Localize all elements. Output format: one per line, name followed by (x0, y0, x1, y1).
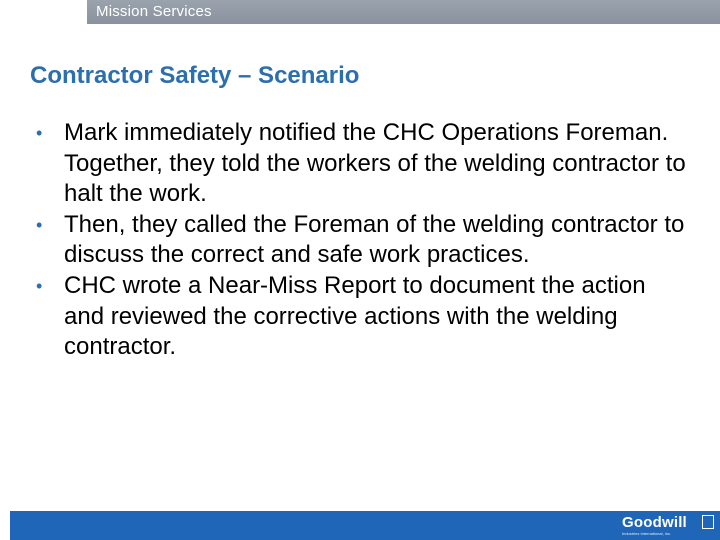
footer-bar-edge (0, 511, 10, 540)
bullet-text: Mark immediately notified the CHC Operations Foreman. Together, they told the workers of the welding contractor to halt the work. (64, 119, 686, 208)
slide-title: Contractor Safety – Scenario (30, 62, 360, 89)
logo-wordmark: Goodwill (622, 514, 687, 531)
footer-bar (0, 511, 720, 540)
goodwill-logo (622, 514, 716, 538)
bullet-list (36, 118, 688, 363)
header-bar (0, 0, 720, 24)
bullet-item (36, 210, 688, 271)
logo-tagline: Industries International, Inc. (622, 531, 672, 536)
bullet-item (36, 271, 688, 363)
goodwill-logo-icon (702, 515, 714, 529)
bullet-icon: • (36, 275, 43, 296)
bullet-text: Then, they called the Foreman of the welding contractor to discuss the correct and safe work practices. (64, 210, 685, 269)
section-label: Mission Services (96, 3, 212, 20)
bullet-text: CHC wrote a Near-Miss Report to document the action and reviewed the corrective actions with the welding contractor. (64, 271, 646, 361)
bullet-icon: • (36, 214, 43, 235)
bullet-icon: • (36, 123, 43, 143)
bullet-item (36, 118, 688, 210)
